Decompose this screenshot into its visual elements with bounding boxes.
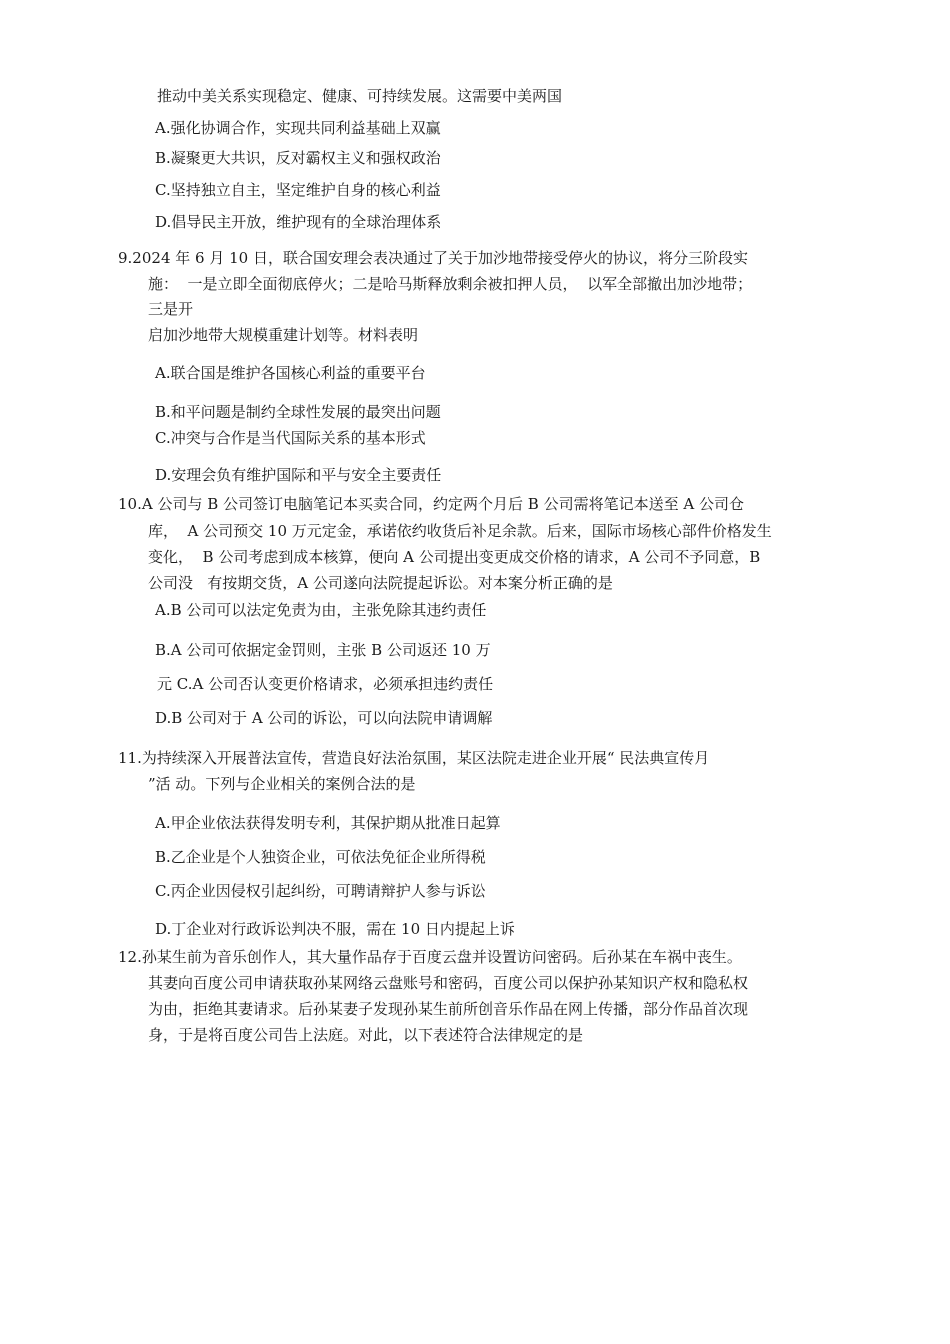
q8-option-a: A.强化协调合作，实现共同利益基础上双赢: [155, 119, 441, 137]
q10-stem-line: 公司没 有按期交货，A 公司遂向法院提起诉讼。对本案分析正确的是: [148, 574, 613, 592]
q8-option-c: C.坚持独立自主，坚定维护自身的核心利益: [155, 181, 441, 199]
q8-stem-line: 推动中美关系实现稳定、健康、可持续发展。这需要中美两国: [157, 87, 563, 105]
q12-stem-line: 身，于是将百度公司告上法庭。对此，以下表述符合法律规定的是: [148, 1026, 584, 1044]
q9-option-b: B.和平问题是制约全球性发展的最突出问题: [155, 403, 441, 421]
q10-stem-line: 库， A 公司预交 10 万元定金，承诺依约收货后补足余款。后来，国际市场核心部件价格发生: [148, 522, 772, 540]
q11-option-b: B.乙企业是个人独资企业，可依法免征企业所得税: [155, 848, 486, 866]
q9-option-d: D.安理会负有维护国际和平与安全主要责任: [155, 466, 442, 484]
q11-option-c: C.丙企业因侵权引起纠纷，可聘请辩护人参与诉讼: [155, 882, 486, 900]
q11-option-a: A.甲企业依法获得发明专利，其保护期从批准日起算: [155, 814, 501, 832]
q8-option-b: B.凝聚更大共识，反对霸权主义和强权政治: [155, 149, 441, 167]
q10-option-d: D.B 公司对于 A 公司的诉讼，可以向法院申请调解: [155, 709, 493, 727]
q11-stem-line: 11.为持续深入开展普法宣传，营造良好法治氛围，某区法院走进企业开展“ 民法典宣传月: [118, 749, 710, 767]
q8-option-d: D.倡导民主开放，维护现有的全球治理体系: [155, 213, 442, 231]
q12-stem-line: 12.孙某生前为音乐创作人，其大量作品存于百度云盘并设置访问密码。后孙某在车祸中丧生。: [118, 948, 742, 966]
q9-stem-line: 9.2024 年 6 月 10 日，联合国安理会表决通过了关于加沙地带接受停火的协议，将分三阶段实: [118, 249, 748, 267]
q12-stem-line: 其妻向百度公司申请获取孙某网络云盘账号和密码，百度公司以保护孙某知识产权和隐私权: [148, 974, 749, 992]
q9-option-c: C.冲突与合作是当代国际关系的基本形式: [155, 429, 426, 447]
q10-stem-line: 10.A 公司与 B 公司签订电脑笔记本买卖合同，约定两个月后 B 公司需将笔记本送至 A 公司仓: [118, 495, 744, 513]
q9-stem-line: 三是开: [148, 300, 194, 318]
q11-stem-line: ”活 动。下列与企业相关的案例合法的是: [148, 775, 416, 793]
q12-stem-line: 为由，拒绝其妻请求。后孙某妻子发现孙某生前所创音乐作品在网上传播，部分作品首次现: [148, 1000, 749, 1018]
q10-option-b: B.A 公司可依据定金罚则，主张 B 公司返还 10 万: [155, 641, 491, 659]
q9-option-a: A.联合国是维护各国核心利益的重要平台: [155, 364, 426, 382]
q9-stem-line: 启加沙地带大规模重建计划等。材料表明: [148, 326, 419, 344]
q11-option-d: D.丁企业对行政诉讼判决不服，需在 10 日内提起上诉: [155, 920, 515, 938]
q9-stem-line: 施： 一是立即全面彻底停火；二是哈马斯释放剩余被扣押人员， 以军全部撤出加沙地带；: [148, 275, 753, 293]
q10-option-c: 元 C.A 公司否认变更价格请求，必须承担违约责任: [157, 675, 494, 693]
q10-stem-line: 变化， B 公司考虑到成本核算，便向 A 公司提出变更成交价格的请求，A 公司不予同意，B: [148, 548, 761, 566]
q10-option-a: A.B 公司可以法定免责为由，主张免除其违约责任: [155, 601, 487, 619]
